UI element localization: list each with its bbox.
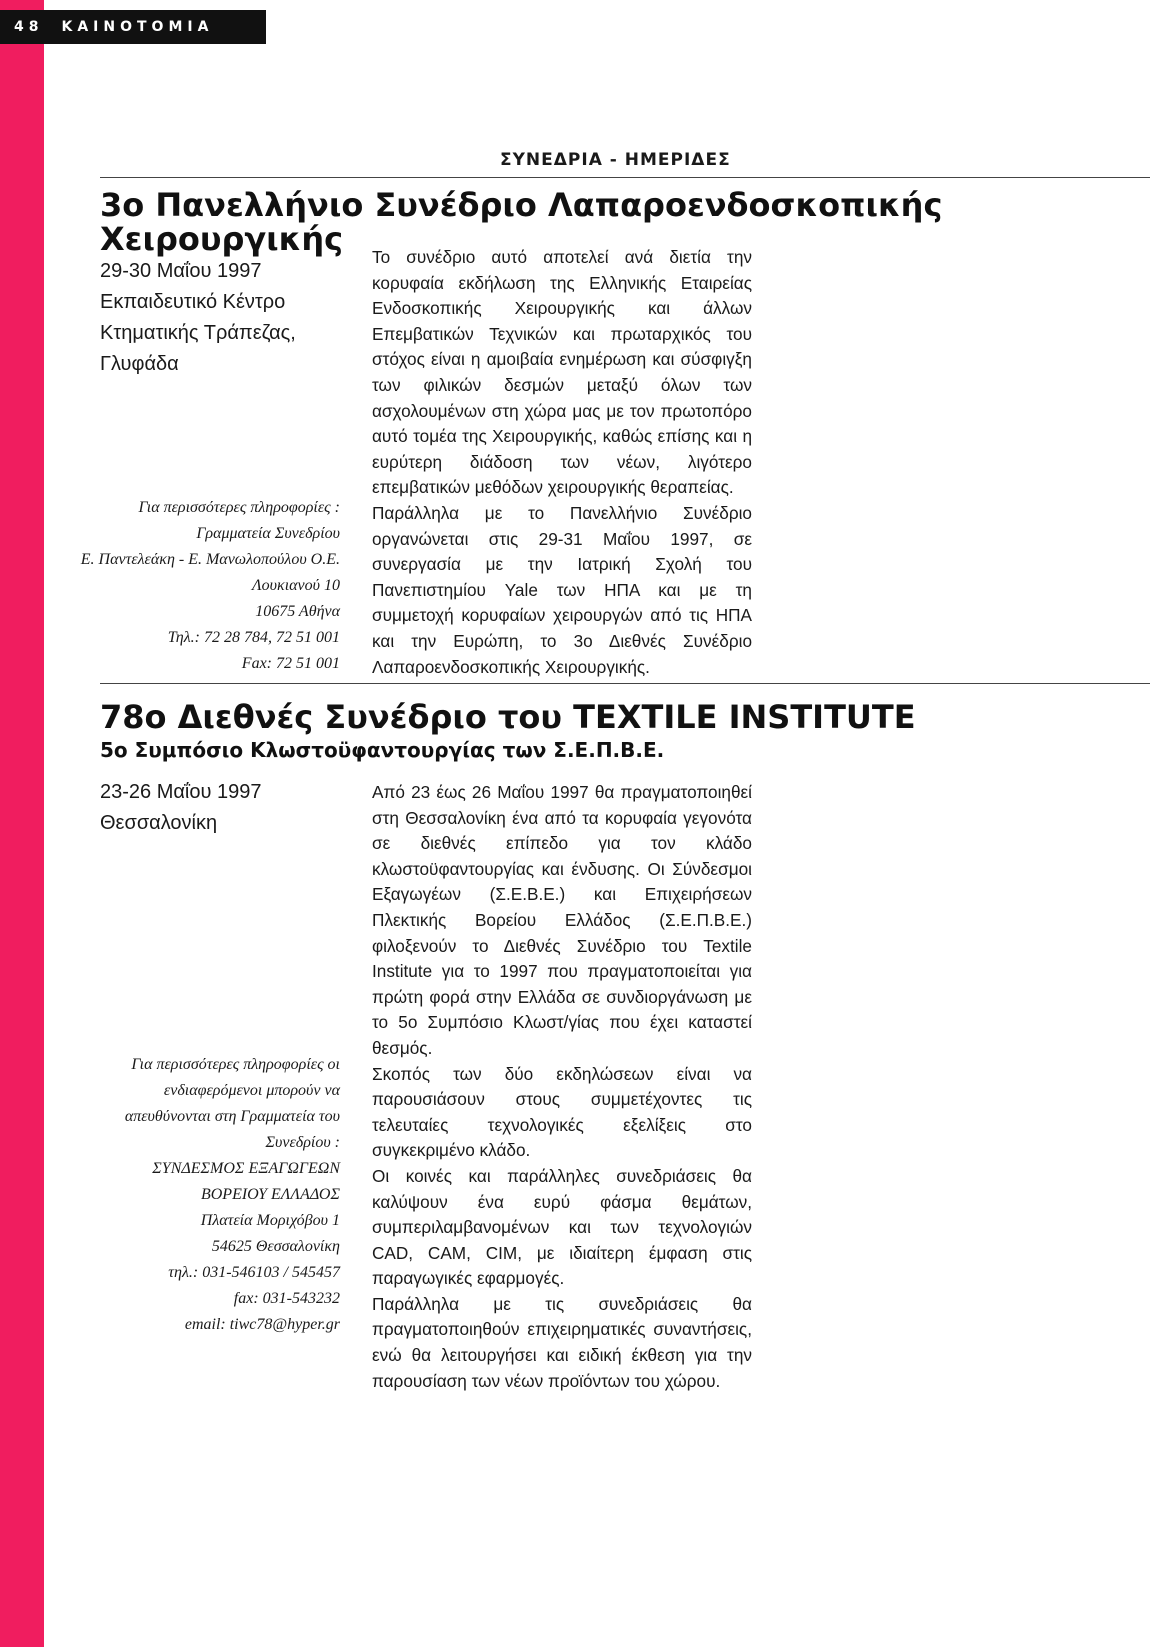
article1-paragraph: Το συνέδριο αυτό αποτελεί ανά διετία την κορυφαία εκδήλωση της Ελληνικής Εταιρείας Ενδοσκοπικής Χειρουργικής και άλλων Επεμβατικών Τεχνικών και πρωταρχικός του στόχος είναι η αμοιβαία ενημέρωση και σύσφιγξη των φιλικών δεσμών μεταξύ όλων των ασχολουμένων στη χώρα μας με τον πρωτοπόρο αυτό τομέα της Χειρουργικής, καθώς επίσης και η ευρύτερη διάδοση των νέων, λιγότερο επεμβατικών μεθόδων χειρουργικής θεραπείας. [372, 247, 752, 498]
article1-location: Γλυφάδα [100, 353, 179, 375]
article2-paragraph: Οι κοινές και παράλληλες συνεδριάσεις θα καλύψουν ένα ευρύ φάσμα θεμάτων, συμπεριλαμβανομένων και των τεχνολογιών CAD, CAM, CIM, με ιδιαίτερη έμφαση στις παραγωγικές εφαρμογές. [372, 1165, 752, 1289]
article1-title: 3ο Πανελλήνιο Συνέδριο Λαπαροενδοσκοπικής Χειρουργικής [100, 186, 943, 258]
contact-line: Τηλ.: 72 28 784, 72 51 001 [167, 629, 340, 646]
contact-line: Λουκιανού 10 [252, 577, 340, 594]
article2-contact [70, 1052, 340, 1338]
contact-line: απευθύνονται στη Γραμματεία του [124, 1108, 340, 1125]
contact-line: Πλατεία Μοριχόβου 1 [200, 1212, 340, 1229]
contact-line: Fax: 72 51 001 [241, 655, 340, 672]
article2-subtitle: 5ο Συμπόσιο Κλωστοϋφαντουργίας των Σ.Ε.Π.Β.Ε. [100, 738, 665, 762]
contact-line: ΣΥΝΔΕΣΜΟΣ ΕΞΑΓΩΓΕΩΝ [152, 1160, 340, 1177]
contact-line: 10675 Αθήνα [255, 603, 340, 620]
article2-paragraph: Σκοπός των δύο εκδηλώσεων είναι να παρουσιάσουν στους συμμετέχοντες τις τελευταίες τεχνολογικές εξελίξεις στο συγκεκριμένο κλάδο. [372, 1063, 752, 1161]
contact-line: Συνεδρίου : [265, 1134, 340, 1151]
article1-date: 29-30 Μαΐου 1997 [100, 260, 262, 282]
article2-title: 78ο Διεθνές Συνέδριο του TEXTILE INSTITUTE [100, 698, 916, 736]
contact-line: Για περισσότερες πληροφορίες οι [131, 1056, 340, 1073]
article2-location: Θεσσαλονίκη [100, 812, 218, 834]
article1-venue: Εκπαιδευτικό Κέντρο [100, 291, 286, 313]
contact-line: τηλ.: 031-546103 / 545457 [168, 1264, 340, 1281]
article2-paragraph: Από 23 έως 26 Μαΐου 1997 θα πραγματοποιηθεί στη Θεσσαλονίκη ένα από τα κορυφαία γεγονότα σε διεθνές επίπεδο για τον κλάδο κλωστοϋφαντουργίας και ένδυσης. Οι Σύνδεσμοι Εξαγωγέων (Σ.Ε.Β.Ε.) και Επιχειρήσεων Πλεκτικής Βορείου Ελλάδος (Σ.Ε.Π.Β.Ε.) φιλοξενούν το Διεθνές Συνέδριο του Textile Institute για το 1997 που πραγματοποιείται για πρώτη φορά στην Ελλάδα σε συνδιοργάνωση με το 5ο Συμπόσιο Κλωστ/γίας που έχει καταστεί θεσμός. [372, 782, 752, 1058]
article1-body [372, 245, 752, 680]
contact-line: 54625 Θεσσαλονίκη [211, 1238, 340, 1255]
section-label: ΣΥΝΕΔΡΙΑ - ΗΜΕΡΙΔΕΣ [500, 150, 731, 170]
page-header [0, 10, 266, 44]
contact-email: email: tiwc78@hyper.gr [184, 1316, 340, 1333]
page-number: 48 [14, 19, 44, 35]
article1-paragraph: Παράλληλα με το Πανελλήνιο Συνέδριο οργανώνεται στις 29-31 Μαΐου 1997, σε συνεργασία με την Ιατρική Σχολή του Πανεπιστημίου Yale των ΗΠΑ και με τη συμμετοχή κορυφαίων χειρουργών από τις ΗΠΑ και την Ευρώπη, το 3ο Διεθνές Συνέδριο Λαπαροενδοσκοπικής Χειρουργικής. [372, 502, 752, 677]
magazine-name: ΚΑΙΝΟΤΟΜΙΑ [61, 19, 214, 35]
accent-side-bar [0, 0, 44, 1647]
contact-line: Για περισσότερες πληροφορίες : [138, 499, 340, 516]
contact-line: ενδιαφερόμενοι μπορούν να [163, 1082, 340, 1099]
divider-middle [100, 683, 1150, 684]
article1-info [100, 256, 370, 380]
divider-top [100, 177, 1150, 178]
contact-line: fax: 031-543232 [233, 1290, 340, 1307]
article2-paragraph: Παράλληλα με τις συνεδριάσεις θα πραγματοποιηθούν επιχειρηματικές συναντήσεις, ενώ θα λειτουργήσει και ειδική έκθεση για την παρουσίαση των νέων προϊόντων του χώρου. [372, 1293, 752, 1391]
article1-venue-line2: Κτηματικής Τράπεζας, [100, 322, 296, 344]
article2-date: 23-26 Μαΐου 1997 [100, 781, 262, 803]
article2-info [100, 777, 370, 839]
article2-body [372, 780, 752, 1394]
contact-line: ΒΟΡΕΙΟΥ ΕΛΛΑΔΟΣ [200, 1186, 340, 1203]
contact-line: Γραμματεία Συνεδρίου [196, 525, 340, 542]
contact-line: Ε. Παντελεάκη - Ε. Μανωλοπούλου Ο.Ε. [80, 551, 340, 568]
article1-contact [70, 495, 340, 677]
